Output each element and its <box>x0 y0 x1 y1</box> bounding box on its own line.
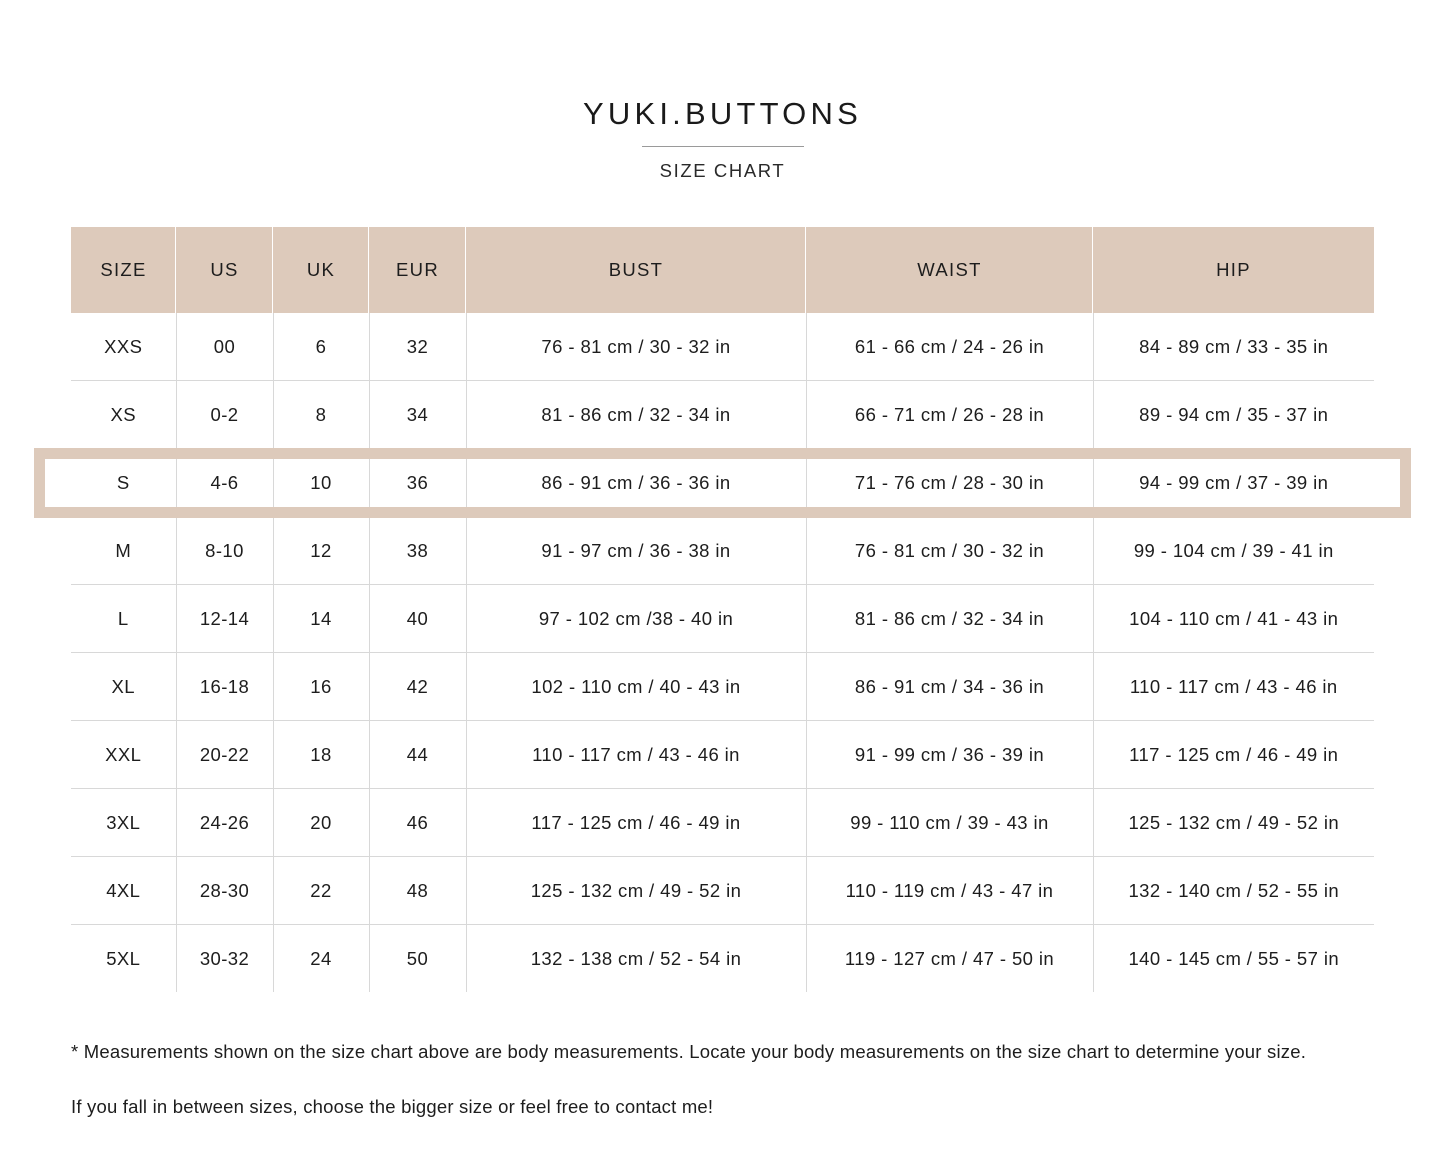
cell-size: 5XL <box>71 925 176 993</box>
cell-size: 4XL <box>71 857 176 925</box>
table-header-row <box>71 227 1374 313</box>
footnote-between-sizes: If you fall in between sizes, choose the bigger size or feel free to contact me! <box>71 1095 714 1117</box>
cell-waist: 119 - 127 cm / 47 - 50 in <box>806 925 1093 993</box>
cell-uk: 18 <box>273 721 369 789</box>
header <box>0 0 1445 182</box>
cell-bust: 125 - 132 cm / 49 - 52 in <box>466 857 806 925</box>
column-header-uk: UK <box>273 227 369 313</box>
cell-us: 24-26 <box>176 789 273 857</box>
cell-us: 12-14 <box>176 585 273 653</box>
cell-waist: 66 - 71 cm / 26 - 28 in <box>806 381 1093 449</box>
page-subtitle: SIZE CHART <box>659 160 786 181</box>
cell-eur: 46 <box>369 789 466 857</box>
cell-eur: 50 <box>369 925 466 993</box>
cell-waist: 99 - 110 cm / 39 - 43 in <box>806 789 1093 857</box>
cell-uk: 12 <box>273 517 369 585</box>
cell-waist: 81 - 86 cm / 32 - 34 in <box>806 585 1093 653</box>
cell-us: 28-30 <box>176 857 273 925</box>
cell-size: XXL <box>71 721 176 789</box>
cell-bust: 81 - 86 cm / 32 - 34 in <box>466 381 806 449</box>
page-title: YUKI.BUTTONS <box>583 96 862 131</box>
table-row <box>71 585 1374 653</box>
cell-uk: 14 <box>273 585 369 653</box>
cell-hip: 117 - 125 cm / 46 - 49 in <box>1093 721 1374 789</box>
cell-waist: 61 - 66 cm / 24 - 26 in <box>806 313 1093 381</box>
cell-waist: 91 - 99 cm / 36 - 39 in <box>806 721 1093 789</box>
column-header-eur: EUR <box>369 227 466 313</box>
column-header-waist: WAIST <box>806 227 1093 313</box>
cell-bust: 97 - 102 cm /38 - 40 in <box>466 585 806 653</box>
table-row <box>71 381 1374 449</box>
cell-uk: 10 <box>273 449 369 517</box>
cell-bust: 102 - 110 cm / 40 - 43 in <box>466 653 806 721</box>
table-row <box>71 517 1374 585</box>
cell-hip: 84 - 89 cm / 33 - 35 in <box>1093 313 1374 381</box>
column-header-size: SIZE <box>71 227 176 313</box>
cell-eur: 38 <box>369 517 466 585</box>
cell-bust: 117 - 125 cm / 46 - 49 in <box>466 789 806 857</box>
cell-size: M <box>71 517 176 585</box>
cell-us: 0-2 <box>176 381 273 449</box>
cell-waist: 76 - 81 cm / 30 - 32 in <box>806 517 1093 585</box>
cell-hip: 89 - 94 cm / 35 - 37 in <box>1093 381 1374 449</box>
cell-bust: 86 - 91 cm / 36 - 36 in <box>466 449 806 517</box>
cell-us: 4-6 <box>176 449 273 517</box>
size-chart-table <box>71 227 1374 992</box>
cell-eur: 32 <box>369 313 466 381</box>
footnote-measurements: * Measurements shown on the size chart above are body measurements. Locate your body measurements on the size chart to determine your size. <box>71 1041 1307 1062</box>
cell-us: 8-10 <box>176 517 273 585</box>
table-row <box>71 925 1374 993</box>
cell-hip: 94 - 99 cm / 37 - 39 in <box>1093 449 1374 517</box>
column-header-bust: BUST <box>466 227 806 313</box>
cell-waist: 110 - 119 cm / 43 - 47 in <box>806 857 1093 925</box>
cell-size: 3XL <box>71 789 176 857</box>
cell-bust: 76 - 81 cm / 30 - 32 in <box>466 313 806 381</box>
column-header-us: US <box>176 227 273 313</box>
cell-bust: 132 - 138 cm / 52 - 54 in <box>466 925 806 993</box>
cell-size: XXS <box>71 313 176 381</box>
cell-uk: 8 <box>273 381 369 449</box>
cell-hip: 99 - 104 cm / 39 - 41 in <box>1093 517 1374 585</box>
cell-us: 20-22 <box>176 721 273 789</box>
table-row <box>71 653 1374 721</box>
cell-size: XS <box>71 381 176 449</box>
cell-uk: 16 <box>273 653 369 721</box>
cell-eur: 34 <box>369 381 466 449</box>
cell-uk: 22 <box>273 857 369 925</box>
cell-waist: 86 - 91 cm / 34 - 36 in <box>806 653 1093 721</box>
title-divider <box>642 146 804 147</box>
cell-eur: 36 <box>369 449 466 517</box>
cell-us: 30-32 <box>176 925 273 993</box>
table-row-highlighted <box>71 449 1374 517</box>
cell-bust: 91 - 97 cm / 36 - 38 in <box>466 517 806 585</box>
table-row <box>71 789 1374 857</box>
cell-eur: 44 <box>369 721 466 789</box>
column-header-hip: HIP <box>1093 227 1374 313</box>
cell-us: 16-18 <box>176 653 273 721</box>
table-row <box>71 857 1374 925</box>
table-row <box>71 721 1374 789</box>
cell-hip: 132 - 140 cm / 52 - 55 in <box>1093 857 1374 925</box>
cell-hip: 110 - 117 cm / 43 - 46 in <box>1093 653 1374 721</box>
cell-bust: 110 - 117 cm / 43 - 46 in <box>466 721 806 789</box>
table-row <box>71 313 1374 381</box>
cell-eur: 48 <box>369 857 466 925</box>
cell-size: XL <box>71 653 176 721</box>
size-chart-table-wrapper <box>71 182 1374 992</box>
cell-us: 00 <box>176 313 273 381</box>
cell-uk: 6 <box>273 313 369 381</box>
cell-eur: 42 <box>369 653 466 721</box>
cell-hip: 104 - 110 cm / 41 - 43 in <box>1093 585 1374 653</box>
cell-uk: 24 <box>273 925 369 993</box>
cell-uk: 20 <box>273 789 369 857</box>
cell-size: L <box>71 585 176 653</box>
cell-hip: 125 - 132 cm / 49 - 52 in <box>1093 789 1374 857</box>
cell-eur: 40 <box>369 585 466 653</box>
cell-hip: 140 - 145 cm / 55 - 57 in <box>1128 947 1340 969</box>
footnotes <box>71 992 1374 1121</box>
cell-waist: 71 - 76 cm / 28 - 30 in <box>806 449 1093 517</box>
cell-size: S <box>71 449 176 517</box>
